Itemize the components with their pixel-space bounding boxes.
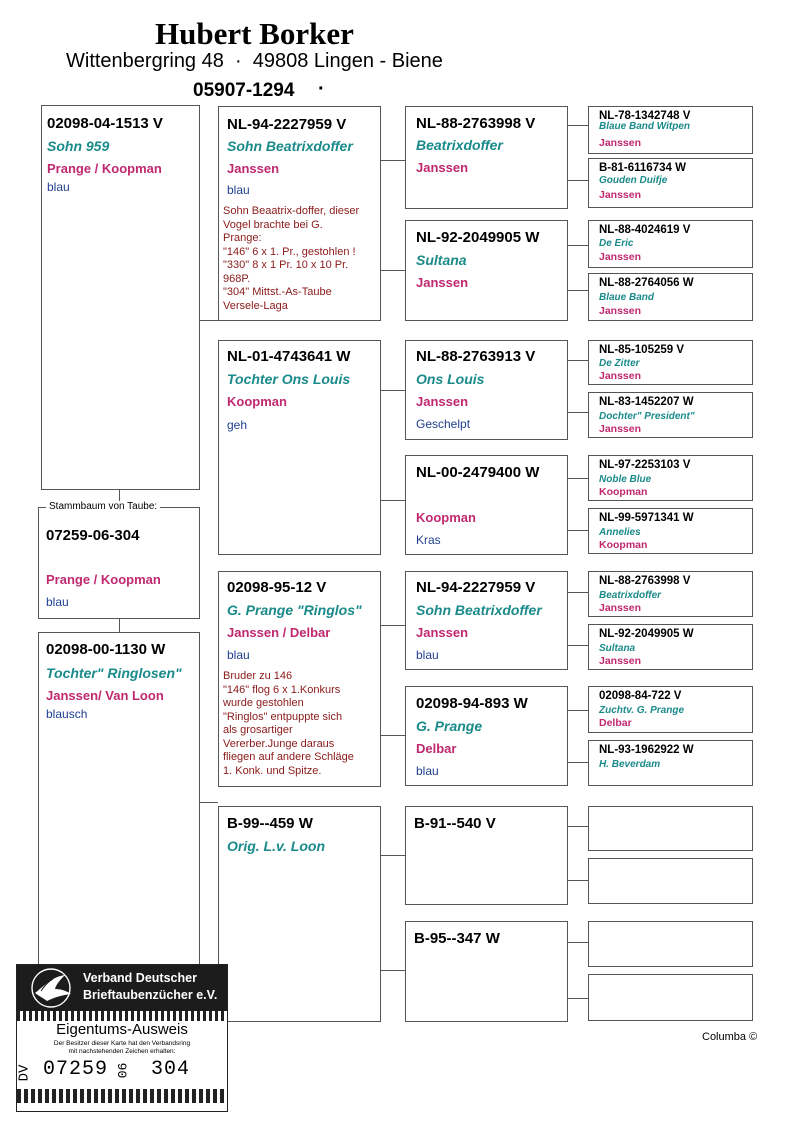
gen4-ring: 02098-84-722 V bbox=[599, 690, 682, 702]
gen3-color: blau bbox=[416, 648, 439, 662]
gen4-card bbox=[588, 624, 753, 670]
sire-dam-color: geh bbox=[227, 418, 248, 432]
subject-breed: Prange / Koopman bbox=[46, 572, 161, 587]
pedigree-section-label: Stammbaum von Taube: bbox=[46, 501, 160, 512]
gen3-name: Beatrixdoffer bbox=[416, 137, 503, 153]
gen3-breed: Koopman bbox=[416, 510, 476, 525]
header-dot: · bbox=[318, 78, 325, 100]
gen4-name: De Zitter bbox=[599, 358, 640, 369]
gen4-breed: Janssen bbox=[599, 305, 642, 317]
gen4-card bbox=[588, 392, 753, 438]
dam-sire-breed: Janssen / Delbar bbox=[227, 625, 331, 640]
gen4-breed: Janssen bbox=[599, 137, 642, 149]
dam-card bbox=[38, 632, 200, 972]
gen3-breed: Janssen bbox=[416, 394, 469, 409]
gen3-card bbox=[405, 921, 568, 1022]
connector bbox=[568, 412, 588, 413]
stamp-bottom-pattern bbox=[17, 1089, 227, 1103]
sire-card bbox=[41, 105, 200, 490]
gen4-name: Annelies bbox=[599, 527, 641, 538]
sire-sire-breed: Janssen bbox=[227, 161, 280, 176]
ownership-stamp bbox=[16, 964, 228, 1112]
connector bbox=[198, 802, 218, 803]
gen4-breed: Janssen bbox=[599, 370, 642, 382]
gen4-ring: NL-99-5971341 W bbox=[599, 512, 694, 524]
gen3-card bbox=[405, 686, 568, 786]
sire-sire-name: Sohn Beatrixdoffer bbox=[227, 138, 353, 154]
sire-sire-note: Sohn Beaatrix-doffer, dieser Vogel brachte bei G. Prange: "146" 6 x 1. Pr., gestohlen ! "330" 8 x 1 Pr. 10 x 10 Pr. 968P. "304" Mittst.-As-Taube Versele-Laga bbox=[223, 205, 360, 312]
gen3-ring: B-91--540 V bbox=[414, 815, 496, 832]
connector bbox=[380, 970, 405, 971]
dam-sire-name: G. Prange "Ringlos" bbox=[227, 602, 362, 618]
stamp-title: Eigentums-Ausweis bbox=[56, 1021, 188, 1038]
gen4-card bbox=[588, 158, 753, 208]
stamp-club-number: 07259 bbox=[43, 1058, 109, 1081]
gen4-card bbox=[588, 740, 753, 786]
connector bbox=[380, 500, 405, 501]
dove-logo-icon bbox=[23, 967, 81, 1009]
sire-sire-color: blau bbox=[227, 183, 250, 197]
gen4-breed: Janssen bbox=[599, 189, 642, 201]
connector bbox=[198, 320, 218, 321]
connector bbox=[568, 125, 588, 126]
subject-ring: 07259-06-304 bbox=[46, 527, 140, 544]
gen3-name: Sultana bbox=[416, 252, 467, 268]
gen3-name: Sohn Beatrixdoffer bbox=[416, 602, 542, 618]
sire-ring: 02098-04-1513 V bbox=[47, 115, 163, 132]
gen4-breed: Koopman bbox=[599, 486, 648, 498]
gen4-ring: B-81-6116734 W bbox=[599, 162, 686, 174]
gen4-ring: NL-93-1962922 W bbox=[599, 744, 694, 756]
connector bbox=[380, 625, 405, 626]
connector bbox=[568, 180, 588, 181]
gen4-card bbox=[588, 220, 753, 268]
connector bbox=[568, 710, 588, 711]
gen3-breed: Janssen bbox=[416, 160, 469, 175]
sire-breed: Prange / Koopman bbox=[47, 161, 162, 176]
sire-name: Sohn 959 bbox=[47, 138, 110, 154]
gen4-card bbox=[588, 508, 753, 554]
dam-dam-ring: B-99--459 W bbox=[227, 815, 313, 832]
connector bbox=[568, 290, 588, 291]
connector bbox=[568, 592, 588, 593]
gen3-color: blau bbox=[416, 764, 439, 778]
gen4-ring: NL-83-1452207 W bbox=[599, 396, 694, 408]
gen4-card bbox=[588, 686, 753, 733]
gen3-card bbox=[405, 571, 568, 670]
gen4-name: Zuchtv. G. Prange bbox=[599, 705, 685, 716]
gen4-name: Dochter" President" bbox=[599, 411, 695, 422]
connector bbox=[380, 735, 405, 736]
owner-name: Hubert Borker bbox=[155, 16, 354, 51]
gen3-card bbox=[405, 806, 568, 905]
gen4-card-empty bbox=[588, 974, 753, 1021]
sire-color: blau bbox=[47, 180, 70, 194]
gen3-ring: NL-88-2763998 V bbox=[416, 115, 536, 132]
connector bbox=[380, 160, 405, 161]
gen4-name: H. Beverdam bbox=[599, 759, 661, 770]
gen4-card bbox=[588, 571, 753, 617]
gen4-ring: NL-88-4024619 V bbox=[599, 224, 691, 236]
gen4-card-empty bbox=[588, 921, 753, 967]
owner-address: Wittenbergring 48 · 49808 Lingen - Biene bbox=[66, 50, 443, 72]
gen4-breed: Janssen bbox=[599, 602, 642, 614]
gen3-name: Ons Louis bbox=[416, 371, 485, 387]
gen4-card-empty bbox=[588, 858, 753, 904]
dam-name: Tochter" Ringlosen" bbox=[46, 665, 182, 681]
gen4-ring: NL-97-2253103 V bbox=[599, 459, 691, 471]
gen4-card-empty bbox=[588, 806, 753, 851]
connector bbox=[380, 390, 405, 391]
connector bbox=[568, 880, 588, 881]
stamp-pattern bbox=[17, 1011, 227, 1021]
gen3-color: Kras bbox=[416, 533, 441, 547]
gen4-card bbox=[588, 455, 753, 501]
gen4-name: Noble Blue bbox=[599, 474, 652, 485]
gen4-ring: NL-85-105259 V bbox=[599, 344, 685, 356]
gen4-ring: NL-78-1342748 V bbox=[599, 110, 691, 122]
connector bbox=[568, 826, 588, 827]
header-ring: 05907-1294 bbox=[193, 80, 295, 101]
gen4-breed: Janssen bbox=[599, 655, 642, 667]
gen3-card bbox=[405, 106, 568, 209]
gen3-card bbox=[405, 455, 568, 555]
dam-sire-note: Bruder zu 146 "146" flog 6 x 1.Konkurs wurde gestohlen "Ringlos" entpuppte sich als grosartiger Vererber.Junge daraus fliegen auf andere Schläge 1. Konk. und Spitze. bbox=[223, 670, 354, 777]
gen4-card bbox=[588, 273, 753, 321]
connector bbox=[568, 645, 588, 646]
gen4-name: Blaue Band Witpen bbox=[599, 121, 691, 132]
gen3-ring: B-95--347 W bbox=[414, 930, 500, 947]
gen4-ring: NL-88-2763998 V bbox=[599, 575, 691, 587]
sire-dam-breed: Koopman bbox=[227, 394, 287, 409]
stamp-desc-line2: mit nachstehenden Zeichen erhalten: bbox=[68, 1048, 176, 1055]
dam-dam-name: Orig. L.v. Loon bbox=[227, 838, 325, 854]
gen4-ring: NL-88-2764056 W bbox=[599, 277, 694, 289]
stamp-desc-line1: Der Besitzer dieser Karte hat den Verbandsring bbox=[53, 1040, 191, 1047]
gen4-breed: Koopman bbox=[599, 539, 648, 551]
gen3-ring: NL-88-2763913 V bbox=[416, 348, 536, 365]
sire-dam-name: Tochter Ons Louis bbox=[227, 371, 351, 387]
gen4-breed: Janssen bbox=[599, 423, 642, 435]
gen3-breed: Delbar bbox=[416, 741, 457, 756]
connector bbox=[568, 360, 588, 361]
sire-sire-ring: NL-94-2227959 V bbox=[227, 116, 347, 133]
connector bbox=[380, 270, 405, 271]
stamp-org-line2: Brieftaubenzücher e.V. bbox=[83, 988, 218, 1002]
gen4-name: Blaue Band bbox=[599, 292, 655, 303]
stamp-org-line1: Verband Deutscher bbox=[83, 971, 197, 985]
gen4-name: Sultana bbox=[599, 643, 636, 654]
connector bbox=[568, 998, 588, 999]
gen4-card bbox=[588, 106, 753, 154]
gen3-ring: NL-94-2227959 V bbox=[416, 579, 536, 596]
gen4-card bbox=[588, 340, 753, 385]
gen3-card bbox=[405, 340, 568, 440]
gen4-name: Beatrixdoffer bbox=[599, 590, 662, 601]
sire-dam-card bbox=[218, 340, 381, 555]
connector bbox=[119, 619, 120, 633]
dam-ring: 02098-00-1130 W bbox=[46, 641, 166, 658]
gen3-card bbox=[405, 220, 568, 321]
gen4-breed: Delbar bbox=[599, 717, 632, 729]
gen3-ring: 02098-94-893 W bbox=[416, 695, 528, 712]
dam-dam-card bbox=[218, 806, 381, 1022]
stamp-prefix: DV bbox=[16, 1064, 33, 1082]
connector bbox=[380, 855, 405, 856]
dam-breed: Janssen/ Van Loon bbox=[46, 688, 164, 703]
connector bbox=[568, 942, 588, 943]
connector bbox=[568, 478, 588, 479]
gen3-breed: Janssen bbox=[416, 275, 469, 290]
connector bbox=[568, 530, 588, 531]
gen3-name: G. Prange bbox=[416, 718, 483, 734]
software-credit: Columba © bbox=[702, 1031, 758, 1043]
stamp-ring-number: 304 bbox=[151, 1058, 191, 1081]
gen3-breed: Janssen bbox=[416, 625, 469, 640]
sire-sire-card bbox=[218, 106, 381, 321]
connector bbox=[568, 762, 588, 763]
subject-color: blau bbox=[46, 595, 69, 609]
sire-dam-ring: NL-01-4743641 W bbox=[227, 348, 351, 365]
dam-sire-color: blau bbox=[227, 648, 250, 662]
dam-sire-ring: 02098-95-12 V bbox=[227, 579, 327, 596]
gen4-breed: Janssen bbox=[599, 251, 642, 263]
subject-card bbox=[38, 507, 200, 619]
gen4-name: De Eric bbox=[599, 238, 634, 249]
stamp-year: 06 bbox=[115, 1062, 131, 1079]
connector bbox=[568, 245, 588, 246]
dam-sire-card bbox=[218, 571, 381, 787]
dam-color: blausch bbox=[46, 707, 88, 721]
gen4-name: Gouden Duifje bbox=[599, 175, 668, 186]
gen3-color: Geschelpt bbox=[416, 417, 471, 431]
gen3-ring: NL-92-2049905 W bbox=[416, 229, 540, 246]
gen3-ring: NL-00-2479400 W bbox=[416, 464, 540, 481]
gen4-ring: NL-92-2049905 W bbox=[599, 628, 694, 640]
